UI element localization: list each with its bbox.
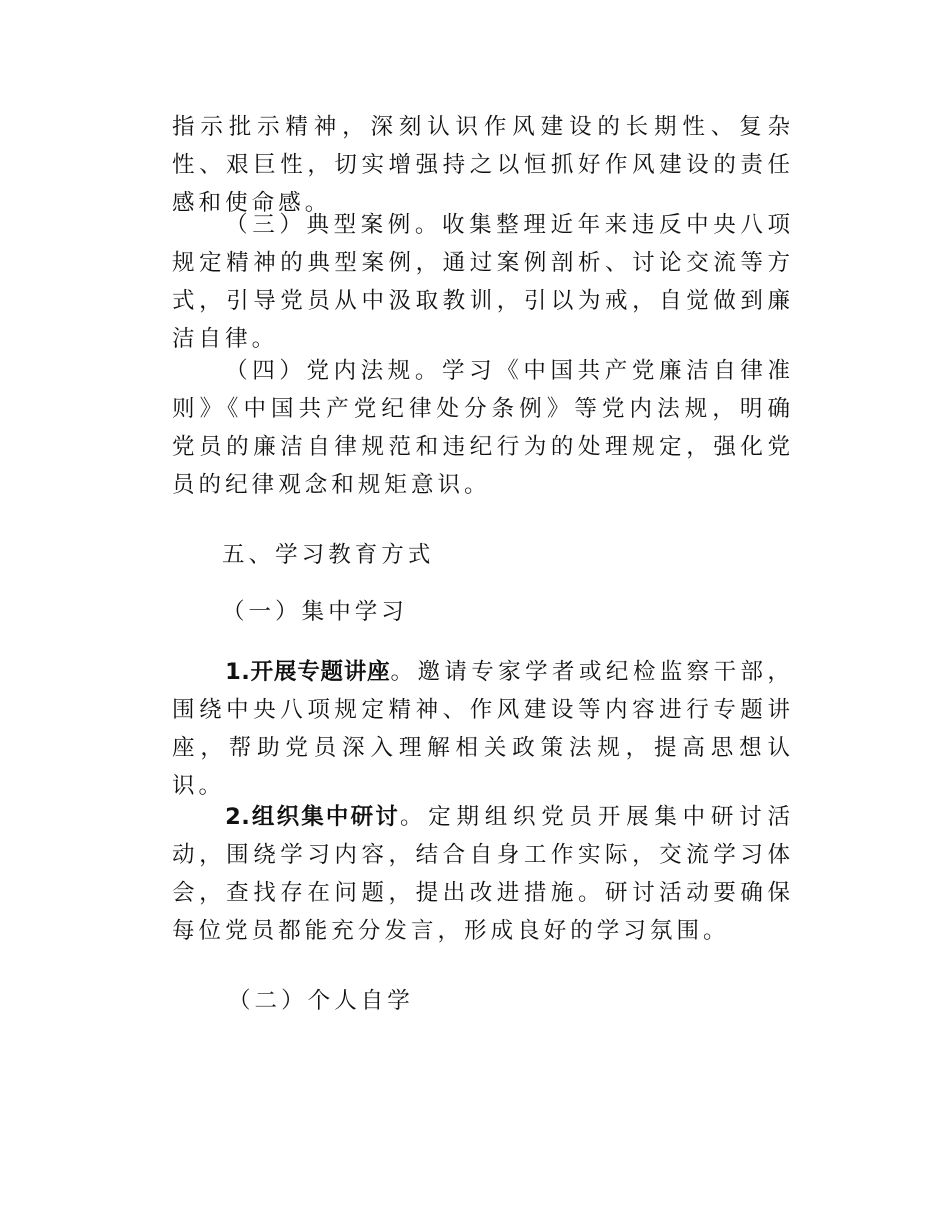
item-lead-lectures: 1.开展专题讲座 bbox=[225, 659, 391, 685]
subheading-centralized-study: （一）集中学习 bbox=[222, 599, 408, 625]
item-body-lectures: 。邀请专家学者或纪检监察干部，围绕中央八项规定精神、作风建设等内容进行专题讲座，帮助党员深入理解相关政策法规，提高思想认识。 bbox=[172, 659, 794, 799]
subheading-self-study: （二）个人自学 bbox=[228, 988, 414, 1014]
item-lead-seminars: 2.组织集中研讨 bbox=[225, 804, 400, 830]
item-body-seminars: 。定期组织党员开展集中研讨活动，围绕学习内容，结合自身工作实际，交流学习体会，查找存在问题，提出改进措施。研讨活动要确保每位党员都能充分发言，形成良好的学习氛围。 bbox=[172, 804, 794, 944]
paragraph-party-regulations: （四）党内法规。学习《中国共产党廉洁自律准则》《中国共产党纪律处分条例》等党内法规，明确党员的廉洁自律规范和违纪行为的处理规定，强化党员的纪律观念和规矩意识。 bbox=[172, 358, 794, 498]
paragraph-item-lectures bbox=[172, 653, 794, 805]
paragraph-typical-cases: （三）典型案例。收集整理近年来违反中央八项规定精神的典型案例，通过案例剖析、讨论交流等方式，引导党员从中汲取教训，引以为戒，自觉做到廉洁自律。 bbox=[172, 212, 794, 352]
section-heading-study-methods: 五、学习教育方式 bbox=[222, 542, 435, 568]
paragraph-item-seminars bbox=[172, 798, 794, 950]
paragraph-continuation: 指示批示精神，深刻认识作风建设的长期性、复杂性、艰巨性，切实增强持之以恒抓好作风建设的责任感和使命感。 bbox=[172, 114, 794, 216]
